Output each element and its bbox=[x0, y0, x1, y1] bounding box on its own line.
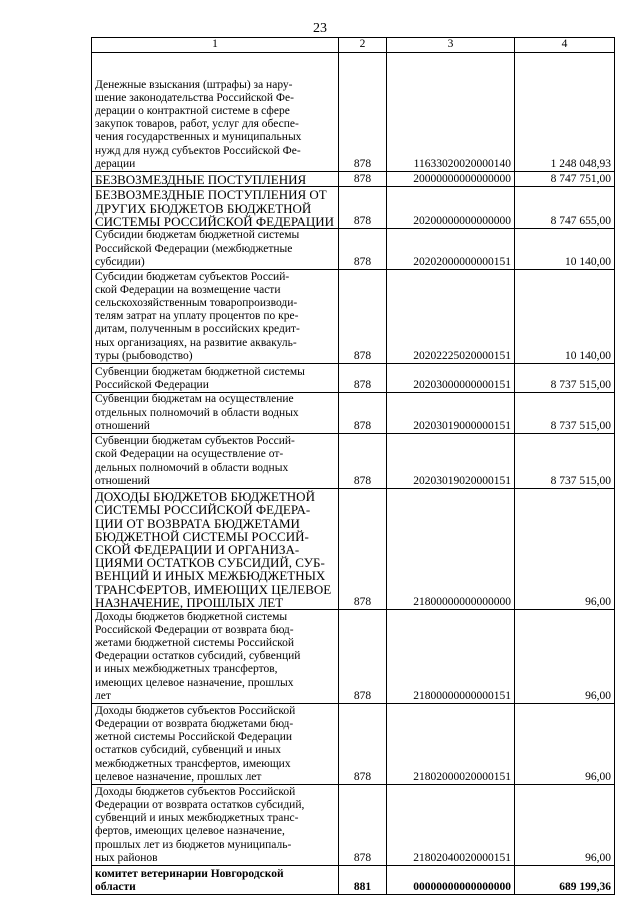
row-amount: 10 140,00 bbox=[515, 270, 615, 364]
row-classification-code: 20200000000000000 bbox=[387, 187, 515, 229]
column-header-4: 4 bbox=[515, 38, 615, 53]
row-amount: 96,00 bbox=[515, 704, 615, 785]
row-classification-code: 20203019020000151 bbox=[387, 434, 515, 489]
row-classification-code: 21802000020000151 bbox=[387, 704, 515, 785]
row-admin-code: 878 bbox=[339, 785, 387, 866]
column-header-2: 2 bbox=[339, 38, 387, 53]
budget-table bbox=[91, 37, 615, 895]
table-row bbox=[92, 187, 615, 229]
row-name: Доходы бюджетов субъектов Российской Федерации от возврата бюджетами бюд- жетной системы Российской Федерации остатков субсидий, субвенций и иных межбюджетных трансфертов, имеющих целевое назначение, прошлых лет bbox=[92, 704, 339, 785]
row-name: Денежные взыскания (штрафы) за нару- шение законодательства Российской Фе- дерации о контрактной системе в сфере закупок товаров, работ, услуг для обеспе- чения государственных и муниципальных нужд для нужд субъектов Российской Фе- дерации bbox=[92, 53, 339, 172]
row-admin-code: 878 bbox=[339, 270, 387, 364]
row-name: Субсидии бюджетам бюджетной системы Российской Федерации (межбюджетные субсидии) bbox=[92, 229, 339, 270]
table-row bbox=[92, 364, 615, 393]
table-row bbox=[92, 270, 615, 364]
row-amount: 1 248 048,93 bbox=[515, 53, 615, 172]
row-amount: 8 737 515,00 bbox=[515, 364, 615, 393]
row-classification-code: 20203019000000151 bbox=[387, 393, 515, 434]
row-admin-code: 881 bbox=[339, 866, 387, 895]
row-name: Субвенции бюджетам бюджетной системы Российской Федерации bbox=[92, 364, 339, 393]
row-amount: 10 140,00 bbox=[515, 229, 615, 270]
row-amount: 8 747 655,00 bbox=[515, 187, 615, 229]
row-amount: 96,00 bbox=[515, 610, 615, 704]
row-amount: 96,00 bbox=[515, 489, 615, 610]
row-name: комитет ветеринарии Новгородской области bbox=[92, 866, 339, 895]
row-classification-code: 21800000000000151 bbox=[387, 610, 515, 704]
row-name: Доходы бюджетов бюджетной системы Российской Федерации от возврата бюд- жетами бюджетной системы Российской Федерации остатков субсидий, субвенций и иных межбюджетных трансфертов, имеющих целевое назначение, прошлых лет bbox=[92, 610, 339, 704]
row-admin-code: 878 bbox=[339, 434, 387, 489]
row-amount: 8 747 751,00 bbox=[515, 172, 615, 187]
row-admin-code: 878 bbox=[339, 172, 387, 187]
row-admin-code: 878 bbox=[339, 187, 387, 229]
row-classification-code: 21800000000000000 bbox=[387, 489, 515, 610]
row-name: ДОХОДЫ БЮДЖЕТОВ БЮДЖЕТНОЙ СИСТЕМЫ РОССИЙСКОЙ ФЕДЕРА- ЦИИ ОТ ВОЗВРАТА БЮДЖЕТАМИ БЮДЖЕТНОЙ СИСТЕМЫ РОССИЙ- СКОЙ ФЕДЕРАЦИИ И ОРГАНИЗА- ЦИЯМИ ОСТАТКОВ СУБСИДИЙ, СУБ- ВЕНЦИЙ И ИНЫХ МЕЖБЮДЖЕТНЫХ ТРАНСФЕРТОВ, ИМЕЮЩИХ ЦЕЛЕВОЕ НАЗНАЧЕНИЕ, ПРОШЛЫХ ЛЕТ bbox=[92, 489, 339, 610]
row-amount: 689 199,36 bbox=[515, 866, 615, 895]
row-name: Субвенции бюджетам субъектов Россий- ской Федерации на осуществление от- дельных полномочий в области водных отношений bbox=[92, 434, 339, 489]
row-name: Субвенции бюджетам на осуществление отдельных полномочий в области водных отношений bbox=[92, 393, 339, 434]
table-row bbox=[92, 785, 615, 866]
column-header-1: 1 bbox=[92, 38, 339, 53]
row-classification-code: 11633020020000140 bbox=[387, 53, 515, 172]
table-row bbox=[92, 172, 615, 187]
row-amount: 8 737 515,00 bbox=[515, 393, 615, 434]
row-admin-code: 878 bbox=[339, 489, 387, 610]
table-header-row bbox=[92, 38, 615, 53]
row-classification-code: 21802040020000151 bbox=[387, 785, 515, 866]
row-amount: 96,00 bbox=[515, 785, 615, 866]
row-classification-code: 20202225020000151 bbox=[387, 270, 515, 364]
page-number: 23 bbox=[313, 21, 327, 36]
row-classification-code: 20000000000000000 bbox=[387, 172, 515, 187]
row-admin-code: 878 bbox=[339, 53, 387, 172]
row-name: БЕЗВОЗМЕЗДНЫЕ ПОСТУПЛЕНИЯ bbox=[92, 172, 339, 187]
table-row bbox=[92, 610, 615, 704]
column-header-3: 3 bbox=[387, 38, 515, 53]
table-row bbox=[92, 434, 615, 489]
row-admin-code: 878 bbox=[339, 229, 387, 270]
row-classification-code: 20203000000000151 bbox=[387, 364, 515, 393]
table-row bbox=[92, 489, 615, 610]
row-name: Доходы бюджетов субъектов Российской Федерации от возврата остатков субсидий, субвенций и иных межбюджетных транс- фертов, имеющих целевое назначение, прошлых лет из бюджетов муниципаль- ных районов bbox=[92, 785, 339, 866]
table-row bbox=[92, 53, 615, 172]
row-admin-code: 878 bbox=[339, 393, 387, 434]
row-admin-code: 878 bbox=[339, 610, 387, 704]
row-admin-code: 878 bbox=[339, 704, 387, 785]
row-amount: 8 737 515,00 bbox=[515, 434, 615, 489]
row-classification-code: 00000000000000000 bbox=[387, 866, 515, 895]
row-name: Субсидии бюджетам субъектов Россий- ской Федерации на возмещение части сельскохозяйственным товаропроизводи- телям затрат на уплату процентов по кре- дитам, полученным в российских кредит- ных организациях, на развитие аквакуль- туры (рыбоводство) bbox=[92, 270, 339, 364]
table-row bbox=[92, 393, 615, 434]
table-row bbox=[92, 229, 615, 270]
row-classification-code: 20202000000000151 bbox=[387, 229, 515, 270]
table-row bbox=[92, 866, 615, 895]
table-row bbox=[92, 704, 615, 785]
row-admin-code: 878 bbox=[339, 364, 387, 393]
row-name: БЕЗВОЗМЕЗДНЫЕ ПОСТУПЛЕНИЯ ОТ ДРУГИХ БЮДЖЕТОВ БЮДЖЕТНОЙ СИСТЕМЫ РОССИЙСКОЙ ФЕДЕРАЦИИ bbox=[92, 187, 339, 229]
